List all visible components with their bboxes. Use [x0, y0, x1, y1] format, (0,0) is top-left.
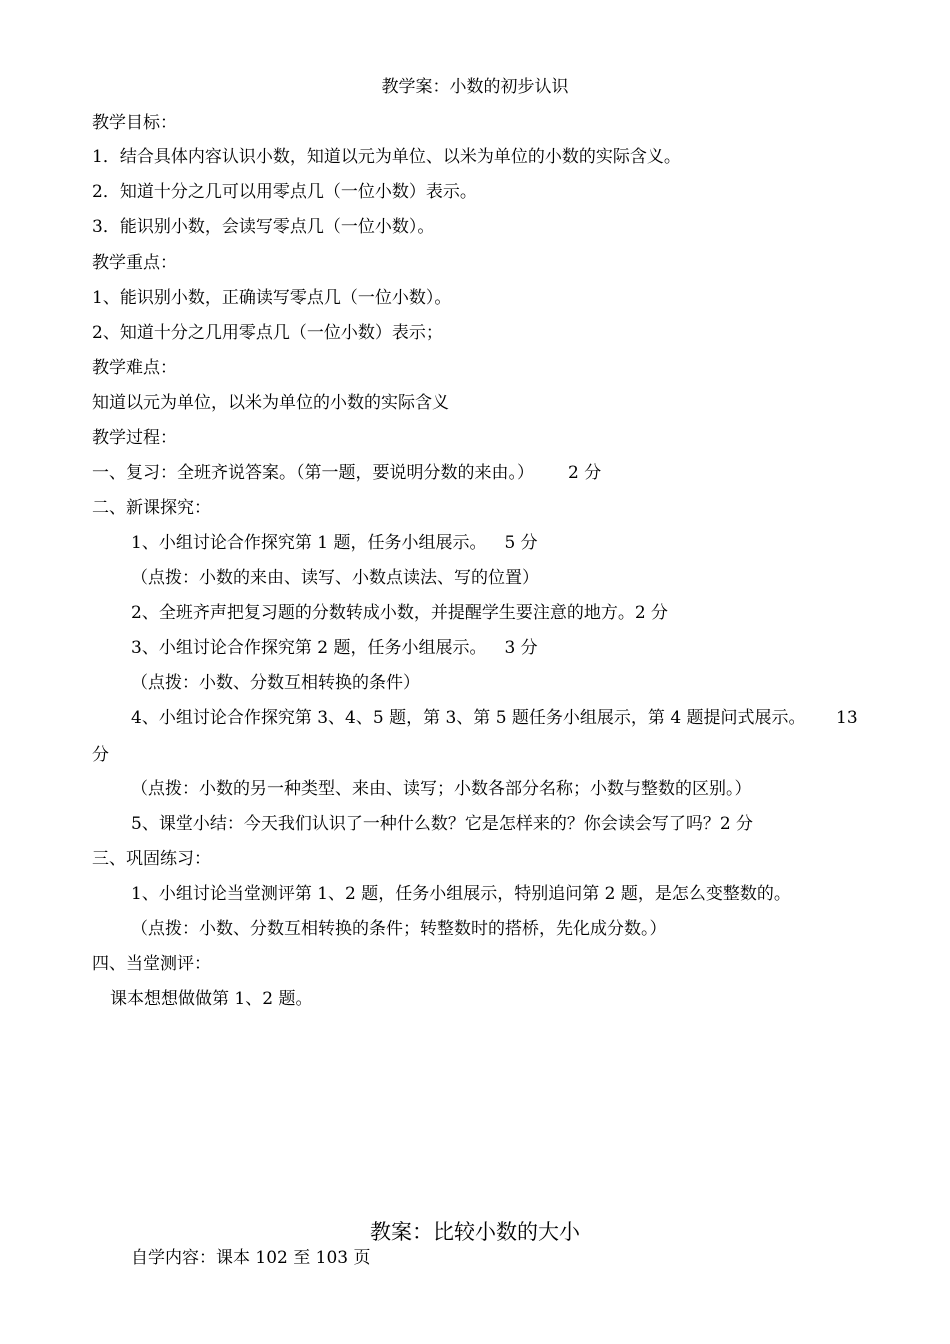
key-point-item: 1、能识别小数，正确读写零点几（一位小数）。 [92, 288, 452, 308]
review-score: 2 分 [568, 463, 602, 483]
practice-step-1: 1、小组讨论当堂测评第 1、2 题，任务小组展示，特别追问第 2 题，是怎么变整数的。 [131, 884, 791, 904]
key-point-item: 2、知道十分之几用零点几（一位小数）表示； [92, 323, 443, 343]
explore-step-2: 2、全班齐声把复习题的分数转成小数，并提醒学生要注意的地方。2 分 [131, 603, 669, 623]
objective-item: 1．结合具体内容认识小数，知道以元为单位、以米为单位的小数的实际含义。 [92, 147, 681, 167]
explore-step-1 [131, 532, 538, 554]
explore-hint-4: （点拨：小数的另一种类型、来由、读写；小数各部分名称；小数与整数的区别。） [131, 779, 752, 799]
explore-step-4-score: 13 [836, 708, 858, 728]
difficulty-text: 知道以元为单位，以米为单位的小数的实际含义 [92, 393, 449, 413]
explore-step-3-text: 3、小组讨论合作探究第 2 题，任务小组展示。 [131, 638, 487, 658]
explore-heading: 二、新课探究： [92, 498, 211, 518]
objectives-heading: 教学目标： [92, 113, 177, 133]
objective-item: 2．知道十分之几可以用零点几（一位小数）表示。 [92, 182, 477, 202]
key-points-heading: 教学重点： [92, 253, 177, 273]
test-heading: 四、当堂测评： [92, 954, 211, 974]
explore-step-1-text: 1、小组讨论合作探究第 1 题，任务小组展示。 [131, 533, 487, 553]
practice-hint-1: （点拨：小数、分数互相转换的条件；转整数时的搭桥，先化成分数。） [131, 919, 667, 939]
explore-hint-1: （点拨：小数的来由、读写、小数点读法、写的位置） [131, 568, 539, 588]
test-text: 课本想想做做第 1、2 题。 [110, 989, 313, 1009]
explore-step-4: 4、小组讨论合作探究第 3、4、5 题，第 3、第 5 题任务小组展示，第 4 题提问式展示。 [131, 708, 806, 728]
explore-step-3-score: 3 分 [504, 638, 538, 658]
explore-hint-3: （点拨：小数、分数互相转换的条件） [131, 673, 420, 693]
explore-step-1-score: 5 分 [504, 533, 538, 553]
practice-heading: 三、巩固练习： [92, 849, 211, 869]
self-study-text: 自学内容：课本 102 至 103 页 [131, 1248, 371, 1268]
process-heading: 教学过程： [92, 428, 177, 448]
lesson-plan-title: 教学案：小数的初步认识 [381, 77, 569, 97]
review-step [92, 462, 601, 484]
second-lesson-title: 教案：比较小数的大小 [370, 1220, 580, 1244]
review-text: 一、复习：全班齐说答案。（第一题，要说明分数的来由。） [92, 463, 534, 483]
objective-item: 3．能识别小数，会读写零点几（一位小数）。 [92, 217, 435, 237]
explore-step-5: 5、课堂小结：今天我们认识了一种什么数？它是怎样来的？你会读会写了吗？2 分 [131, 814, 754, 834]
explore-step-4-score-unit: 分 [92, 745, 109, 765]
explore-step-3 [131, 637, 538, 659]
difficulty-heading: 教学难点： [92, 358, 177, 378]
